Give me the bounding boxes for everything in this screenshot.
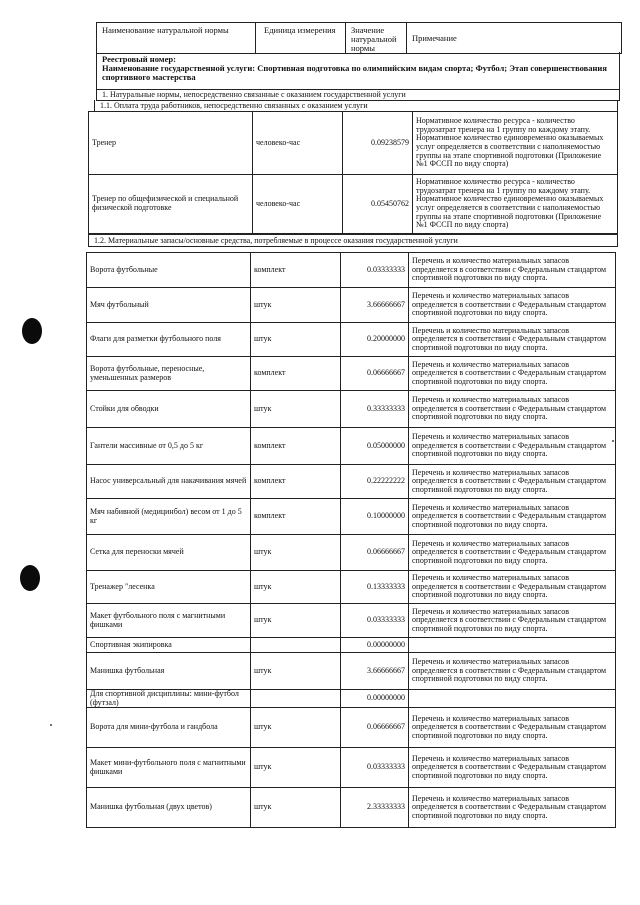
- row-name-cell: Мяч набивной (медицинбол) весом от 1 до 5 кг: [87, 499, 251, 535]
- row-name-cell: Мяч футбольный: [87, 288, 251, 323]
- row-unit-cell: человеко-час: [253, 175, 343, 234]
- row-name-cell: Тренер: [89, 112, 253, 175]
- row-name-cell: Гантели массивные от 0,5 до 5 кг: [87, 428, 251, 465]
- row-note-cell: Перечень и количество материальных запасов определяется в соответствии с Федеральным стандартом спортивной подготовки по виду спорта.: [409, 571, 616, 604]
- row-unit-cell: человеко-час: [253, 112, 343, 175]
- row-unit-cell: штук: [251, 571, 341, 604]
- row-note-cell: [409, 690, 616, 708]
- row-value-cell: 0.03333333: [341, 748, 409, 788]
- row-value-cell: 0.06666667: [341, 357, 409, 391]
- row-value-cell: 0.03333333: [341, 604, 409, 638]
- row-unit-cell: комплект: [251, 357, 341, 391]
- material-row: [87, 571, 616, 604]
- row-note-cell: Нормативное количество ресурса - количество трудозатрат тренера на 1 группу по каждому этапу. Нормативное количество единовременно оказываемых услуг определяется в соответствии с наполняемостью группы на этапе спортивной подготовки (Приложение №1 ФССП по виду спорта): [413, 112, 618, 175]
- row-name-cell: Ворота футбольные: [87, 253, 251, 288]
- labor-table: [88, 111, 618, 234]
- labor-row: [89, 175, 618, 234]
- row-note-cell: Перечень и количество материальных запасов определяется в соответствии с Федеральным стандартом спортивной подготовки по виду спорта.: [409, 465, 616, 499]
- material-row: [87, 638, 616, 653]
- row-name-cell: Тренер по общефизической и специальной физической подготовке: [89, 175, 253, 234]
- row-value-cell: 0.00000000: [341, 638, 409, 653]
- row-value-cell: 0.13333333: [341, 571, 409, 604]
- section-1-1-title: 1.1. Оплата труда работников, непосредственно связанных с оказанием услуги: [94, 100, 618, 112]
- materials-table: [86, 252, 616, 828]
- registry-number-label: Реестровый номер:: [102, 54, 176, 64]
- row-unit-cell: штук: [251, 788, 341, 828]
- row-name-cell: Макет футбольного поля с магнитными фишками: [87, 604, 251, 638]
- row-note-cell: [409, 638, 616, 653]
- scan-speck: [612, 440, 614, 442]
- punch-hole-lower: [20, 565, 40, 591]
- row-name-cell: Насос универсальный для накачивания мячей: [87, 465, 251, 499]
- table-header: [96, 22, 622, 54]
- row-value-cell: 0.09238579: [343, 112, 413, 175]
- row-value-cell: 0.00000000: [341, 690, 409, 708]
- row-value-cell: 0.06666667: [341, 535, 409, 571]
- header-unit: Единица измерения: [256, 23, 346, 53]
- material-row: [87, 499, 616, 535]
- row-name-cell: Стойки для обводки: [87, 391, 251, 428]
- row-note-cell: Перечень и количество материальных запасов определяется в соответствии с Федеральным стандартом спортивной подготовки по виду спорта.: [409, 604, 616, 638]
- material-row: [87, 653, 616, 690]
- material-row: [87, 535, 616, 571]
- row-unit-cell: штук: [251, 288, 341, 323]
- row-value-cell: 0.05450762: [343, 175, 413, 234]
- row-value-cell: 3.66666667: [341, 653, 409, 690]
- header-value: Значение натуральной нормы: [346, 23, 407, 53]
- row-note-cell: Перечень и количество материальных запасов определяется в соответствии с Федеральным стандартом спортивной подготовки по виду спорта.: [409, 535, 616, 571]
- row-unit-cell: штук: [251, 653, 341, 690]
- row-name-cell: Тренажер "лесенка: [87, 571, 251, 604]
- labor-row: [89, 112, 618, 175]
- registry-service: Наименование государственной услуги: Спортивная подготовка по олимпийским видам спорта; Футбол; Этап совершенствования спортивного мастерства: [102, 63, 607, 82]
- row-name-cell: Манишка футбольная: [87, 653, 251, 690]
- row-note-cell: Перечень и количество материальных запасов определяется в соответствии с Федеральным стандартом спортивной подготовки по виду спорта.: [409, 653, 616, 690]
- row-unit-cell: штук: [251, 748, 341, 788]
- material-row: [87, 604, 616, 638]
- material-row: [87, 253, 616, 288]
- header-name: Наименование натуральной нормы: [97, 23, 256, 53]
- row-note-cell: Перечень и количество материальных запасов определяется в соответствии с Федеральным стандартом спортивной подготовки по виду спорта.: [409, 253, 616, 288]
- row-name-cell: Спортивная экипировка: [87, 638, 251, 653]
- row-note-cell: Нормативное количество ресурса - количество трудозатрат тренера на 1 группу по каждому этапу. Нормативное количество единовременно оказываемых услуг определяется в соответствии с наполняемостью группы на этапе спортивной подготовки (Приложение №1 ФССП по виду спорта): [413, 175, 618, 234]
- row-note-cell: Перечень и количество материальных запасов определяется в соответствии с Федеральным стандартом спортивной подготовки по виду спорта.: [409, 748, 616, 788]
- row-name-cell: Манишка футбольная (двух цветов): [87, 788, 251, 828]
- punch-hole-upper: [22, 318, 42, 344]
- row-value-cell: 3.66666667: [341, 288, 409, 323]
- material-row: [87, 288, 616, 323]
- row-name-cell: Сетка для переноски мячей: [87, 535, 251, 571]
- row-note-cell: Перечень и количество материальных запасов определяется в соответствии с Федеральным стандартом спортивной подготовки по виду спорта.: [409, 788, 616, 828]
- section-1-title: 1. Натуральные нормы, непосредственно связанные с оказанием государственной услуги: [96, 89, 620, 101]
- row-name-cell: Макет мини-футбольного поля с магнитными фишками: [87, 748, 251, 788]
- material-row: [87, 428, 616, 465]
- row-unit-cell: штук: [251, 708, 341, 748]
- row-unit-cell: [251, 690, 341, 708]
- material-row: [87, 323, 616, 357]
- row-value-cell: 0.05000000: [341, 428, 409, 465]
- row-unit-cell: [251, 638, 341, 653]
- row-value-cell: 0.03333333: [341, 253, 409, 288]
- material-row: [87, 357, 616, 391]
- material-row: [87, 708, 616, 748]
- row-name-cell: Ворота футбольные, переносные, уменьшенных размеров: [87, 357, 251, 391]
- material-row: [87, 690, 616, 708]
- row-name-cell: Ворота для мини-футбола и гандбола: [87, 708, 251, 748]
- row-unit-cell: штук: [251, 323, 341, 357]
- row-unit-cell: штук: [251, 535, 341, 571]
- row-note-cell: Перечень и количество материальных запасов определяется в соответствии с Федеральным стандартом спортивной подготовки по виду спорта.: [409, 357, 616, 391]
- material-row: [87, 788, 616, 828]
- registry-block: [96, 52, 620, 90]
- section-1-2-title: 1.2. Материальные запасы/основные средства, потребляемые в процессе оказания государственной услуги: [88, 234, 618, 247]
- material-row: [87, 391, 616, 428]
- material-row: [87, 465, 616, 499]
- row-name-cell: Флаги для разметки футбольного поля: [87, 323, 251, 357]
- row-value-cell: 0.33333333: [341, 391, 409, 428]
- row-value-cell: 0.06666667: [341, 708, 409, 748]
- row-unit-cell: комплект: [251, 253, 341, 288]
- material-row: [87, 748, 616, 788]
- row-unit-cell: комплект: [251, 465, 341, 499]
- row-note-cell: Перечень и количество материальных запасов определяется в соответствии с Федеральным стандартом спортивной подготовки по виду спорта.: [409, 391, 616, 428]
- row-name-cell: Для спортивной дисциплины: мини-футбол (футзал): [87, 690, 251, 708]
- row-note-cell: Перечень и количество материальных запасов определяется в соответствии с Федеральным стандартом спортивной подготовки по виду спорта.: [409, 499, 616, 535]
- scan-speck: [50, 724, 52, 726]
- row-value-cell: 2.33333333: [341, 788, 409, 828]
- row-note-cell: Перечень и количество материальных запасов определяется в соответствии с Федеральным стандартом спортивной подготовки по виду спорта.: [409, 288, 616, 323]
- row-value-cell: 0.10000000: [341, 499, 409, 535]
- row-note-cell: Перечень и количество материальных запасов определяется в соответствии с Федеральным стандартом спортивной подготовки по виду спорта.: [409, 428, 616, 465]
- row-unit-cell: комплект: [251, 499, 341, 535]
- row-unit-cell: штук: [251, 391, 341, 428]
- row-unit-cell: комплект: [251, 428, 341, 465]
- row-note-cell: Перечень и количество материальных запасов определяется в соответствии с Федеральным стандартом спортивной подготовки по виду спорта.: [409, 708, 616, 748]
- row-note-cell: Перечень и количество материальных запасов определяется в соответствии с Федеральным стандартом спортивной подготовки по виду спорта.: [409, 323, 616, 357]
- header-note: Примечание: [412, 33, 457, 43]
- row-value-cell: 0.20000000: [341, 323, 409, 357]
- row-value-cell: 0.22222222: [341, 465, 409, 499]
- row-unit-cell: штук: [251, 604, 341, 638]
